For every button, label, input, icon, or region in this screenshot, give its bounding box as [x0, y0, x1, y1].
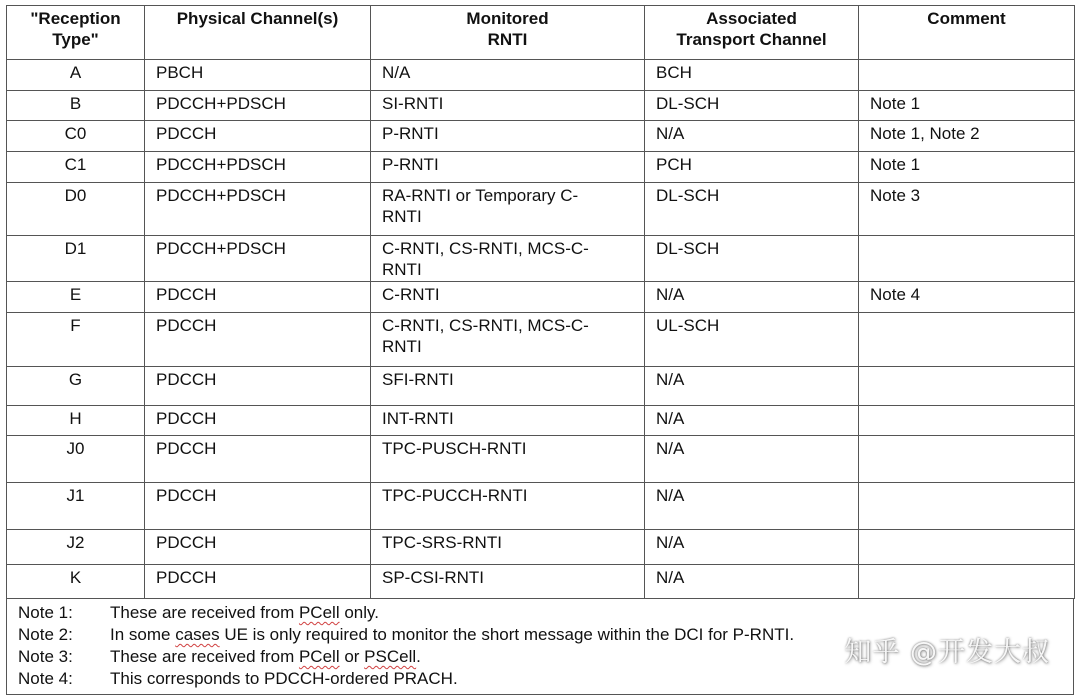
rnti-line: SP-CSI-RNTI — [382, 568, 484, 587]
rnti-line: TPC-PUCCH-RNTI — [382, 486, 528, 505]
header-line: Transport Channel — [676, 30, 827, 49]
cell-reception-type: C0 — [7, 121, 145, 152]
table-row — [7, 406, 1075, 436]
rnti-line: N/A — [382, 63, 411, 82]
cell-comment: Note 4 — [859, 282, 1075, 313]
rnti-line: RNTI — [382, 207, 422, 226]
cell-comment — [859, 483, 1075, 530]
note-label: Note 1: — [18, 603, 73, 622]
table-row — [7, 436, 1075, 483]
table-row — [7, 152, 1075, 183]
header-line: Physical Channel(s) — [176, 9, 339, 28]
header-line: Associated — [706, 9, 797, 28]
header-line: "Reception — [30, 9, 121, 28]
cell-transport-channel: UL-SCH — [645, 313, 859, 367]
cell-monitored-rnti — [371, 183, 645, 236]
table-row — [7, 60, 1075, 91]
table-row — [7, 282, 1075, 313]
cell-reception-type: J1 — [7, 483, 145, 530]
cell-physical-channel: PDCCH — [145, 367, 371, 406]
note-row — [7, 602, 1073, 624]
cell-transport-channel: N/A — [645, 483, 859, 530]
cell-comment: Note 1 — [859, 91, 1075, 121]
rnti-line: C-RNTI, CS-RNTI, MCS-C- — [382, 239, 589, 258]
rnti-line: RNTI — [382, 260, 422, 279]
cell-monitored-rnti — [371, 313, 645, 367]
cell-comment — [859, 313, 1075, 367]
note-text: These are received from PCell only. — [110, 603, 379, 622]
cell-comment — [859, 367, 1075, 406]
rnti-line: INT-RNTI — [382, 409, 454, 428]
cell-monitored-rnti — [371, 60, 645, 91]
cell-monitored-rnti — [371, 91, 645, 121]
cell-reception-type: B — [7, 91, 145, 121]
header-transport-channel — [645, 6, 859, 60]
cell-physical-channel: PDCCH — [145, 436, 371, 483]
note-text: This corresponds to PDCCH-ordered PRACH. — [110, 669, 458, 688]
cell-physical-channel: PDCCH+PDSCH — [145, 91, 371, 121]
cell-transport-channel: N/A — [645, 530, 859, 565]
note-label: Note 3: — [18, 647, 73, 666]
table-row — [7, 121, 1075, 152]
header-comment — [859, 6, 1075, 60]
rnti-line: C-RNTI — [382, 285, 440, 304]
table-row — [7, 313, 1075, 367]
cell-physical-channel: PDCCH+PDSCH — [145, 236, 371, 282]
reception-type-document — [6, 5, 1074, 695]
rnti-line: RA-RNTI or Temporary C- — [382, 186, 579, 205]
cell-transport-channel: N/A — [645, 406, 859, 436]
table-row — [7, 367, 1075, 406]
cell-reception-type: D1 — [7, 236, 145, 282]
cell-monitored-rnti — [371, 436, 645, 483]
header-monitored-rnti — [371, 6, 645, 60]
table-row — [7, 483, 1075, 530]
cell-reception-type: D0 — [7, 183, 145, 236]
reception-type-table — [6, 5, 1075, 599]
cell-reception-type: F — [7, 313, 145, 367]
table-row — [7, 91, 1075, 121]
cell-physical-channel: PDCCH — [145, 565, 371, 599]
cell-physical-channel: PDCCH — [145, 313, 371, 367]
table-row — [7, 565, 1075, 599]
rnti-line: TPC-SRS-RNTI — [382, 533, 502, 552]
cell-reception-type: C1 — [7, 152, 145, 183]
cell-monitored-rnti — [371, 282, 645, 313]
cell-monitored-rnti — [371, 530, 645, 565]
cell-comment — [859, 406, 1075, 436]
cell-physical-channel: PDCCH — [145, 530, 371, 565]
cell-transport-channel: N/A — [645, 121, 859, 152]
cell-transport-channel: PCH — [645, 152, 859, 183]
table-row — [7, 236, 1075, 282]
cell-transport-channel: DL-SCH — [645, 236, 859, 282]
cell-comment: Note 1 — [859, 152, 1075, 183]
cell-comment — [859, 236, 1075, 282]
cell-transport-channel: N/A — [645, 282, 859, 313]
table-body — [7, 60, 1075, 599]
cell-comment: Note 3 — [859, 183, 1075, 236]
cell-physical-channel: PDCCH — [145, 282, 371, 313]
cell-monitored-rnti — [371, 406, 645, 436]
cell-monitored-rnti — [371, 236, 645, 282]
cell-transport-channel: BCH — [645, 60, 859, 91]
note-text: In some cases UE is only required to monitor the short message within the DCI for P-RNTI. — [110, 625, 795, 644]
cell-reception-type: H — [7, 406, 145, 436]
note-text: These are received from PCell or PSCell. — [110, 647, 421, 666]
rnti-line: SI-RNTI — [382, 94, 444, 113]
cell-reception-type: J0 — [7, 436, 145, 483]
cell-monitored-rnti — [371, 367, 645, 406]
table-row — [7, 530, 1075, 565]
cell-transport-channel: N/A — [645, 436, 859, 483]
note-row — [7, 668, 1073, 690]
cell-comment — [859, 530, 1075, 565]
cell-physical-channel: PDCCH — [145, 121, 371, 152]
cell-physical-channel: PDCCH — [145, 406, 371, 436]
rnti-line: P-RNTI — [382, 155, 439, 174]
cell-transport-channel: N/A — [645, 565, 859, 599]
cell-comment — [859, 565, 1075, 599]
rnti-line: TPC-PUSCH-RNTI — [382, 439, 527, 458]
table-row — [7, 183, 1075, 236]
cell-reception-type: J2 — [7, 530, 145, 565]
header-physical-channel — [145, 6, 371, 60]
cell-reception-type: A — [7, 60, 145, 91]
cell-transport-channel: N/A — [645, 367, 859, 406]
cell-transport-channel: DL-SCH — [645, 91, 859, 121]
cell-comment: Note 1, Note 2 — [859, 121, 1075, 152]
cell-reception-type: K — [7, 565, 145, 599]
rnti-line: RNTI — [382, 337, 422, 356]
cell-physical-channel: PDCCH+PDSCH — [145, 152, 371, 183]
rnti-line: SFI-RNTI — [382, 370, 454, 389]
cell-monitored-rnti — [371, 565, 645, 599]
header-reception-type — [7, 6, 145, 60]
note-label: Note 4: — [18, 669, 73, 688]
watermark: 知乎 @开发大叔 — [844, 637, 1050, 668]
cell-physical-channel: PDCCH+PDSCH — [145, 183, 371, 236]
cell-reception-type: E — [7, 282, 145, 313]
table-header-row — [7, 6, 1075, 60]
cell-monitored-rnti — [371, 121, 645, 152]
cell-reception-type: G — [7, 367, 145, 406]
header-line: Comment — [927, 9, 1006, 28]
note-label: Note 2: — [18, 625, 73, 644]
cell-transport-channel: DL-SCH — [645, 183, 859, 236]
header-line: Type" — [52, 30, 99, 49]
cell-monitored-rnti — [371, 483, 645, 530]
cell-physical-channel: PBCH — [145, 60, 371, 91]
rnti-line: P-RNTI — [382, 124, 439, 143]
rnti-line: C-RNTI, CS-RNTI, MCS-C- — [382, 316, 589, 335]
cell-comment — [859, 436, 1075, 483]
header-line: Monitored — [466, 9, 549, 28]
cell-comment — [859, 60, 1075, 91]
cell-physical-channel: PDCCH — [145, 483, 371, 530]
cell-monitored-rnti — [371, 152, 645, 183]
header-line: RNTI — [487, 30, 528, 49]
